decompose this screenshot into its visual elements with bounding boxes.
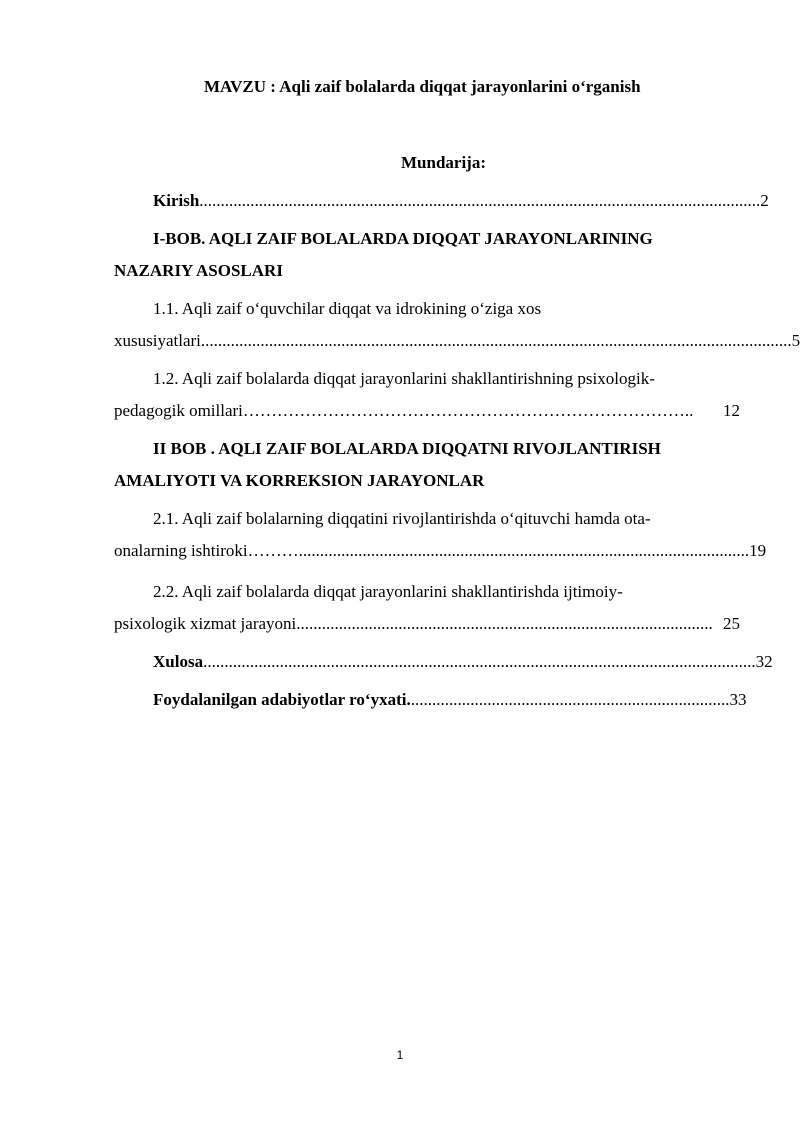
toc-chapter-1-line1: I-BOB. AQLI ZAIF BOLALARDA DIQQAT JARAYONLARINING [153, 229, 653, 248]
toc-page-number: 2 [760, 191, 769, 210]
toc-page-number: 5 [791, 331, 800, 350]
page-number: 1 [396, 1048, 404, 1062]
toc-entry-references [153, 690, 747, 710]
toc-entry-label: psixologik xizmat jarayoni [114, 614, 297, 633]
document-title: MAVZU : Aqli zaif bolalarda diqqat jarayonlarini o‘rganish [204, 77, 641, 96]
toc-entry-label: Xulosa [153, 652, 204, 671]
toc-entry-xulosa [153, 652, 773, 672]
toc-section-1-1-line2 [114, 331, 800, 351]
toc-page-number: 25 [723, 614, 740, 633]
toc-entry-label: xususiyatlari [114, 331, 201, 350]
toc-section-2-1-line2 [114, 541, 767, 561]
toc-entry-label: Foydalanilgan adabiyotlar ro‘yxati. [153, 690, 411, 709]
toc-leader-dots: .................................................................................................................................... [199, 191, 761, 210]
toc-entry-kirish [153, 191, 769, 211]
toc-entry-label: pedagogik omillari [114, 401, 243, 420]
toc-entry-label: onalarning ishtiroki [114, 541, 248, 560]
toc-chapter-2-line2: AMALIYOTI VA KORREKSION JARAYONLAR [114, 471, 485, 490]
toc-leader-dots: ……….......................................................................................................... [247, 541, 750, 560]
toc-leader-dots: ........................................................................... [410, 690, 730, 709]
toc-leader-dots: .................................................................................................................................. [203, 652, 756, 671]
toc-section-1-2-line2 [114, 401, 740, 421]
toc-section-2-2-line2 [114, 614, 740, 634]
toc-section-1-2-line1: 1.2. Aqli zaif bolalarda diqqat jarayonlarini shakllantirishning psixologik- [153, 369, 655, 388]
toc-page-number: 19 [749, 541, 767, 560]
toc-section-2-2-line1: 2.2. Aqli zaif bolalarda diqqat jarayonlarini shakllantirishda ijtimoiy- [153, 582, 623, 601]
toc-chapter-2-line1: II BOB . AQLI ZAIF BOLALARDA DIQQATNI RIVOJLANTIRISH [153, 439, 661, 458]
toc-page-number: 33 [729, 690, 747, 709]
toc-section-1-1-line1: 1.1. Aqli zaif o‘quvchilar diqqat va idrokining o‘ziga xos [153, 299, 542, 318]
toc-heading: Mundarija: [401, 153, 486, 172]
toc-leader-dots: …………………………………………………………………….. [242, 401, 694, 420]
toc-leader-dots: .................................................................................................. [296, 614, 713, 633]
toc-section-2-1-line1: 2.1. Aqli zaif bolalarning diqqatini rivojlantirishda o‘qituvchi hamda ota- [153, 509, 651, 528]
toc-leader-dots: ........................................................................................................................................... [200, 331, 792, 350]
toc-page-number: 32 [755, 652, 773, 671]
toc-chapter-1-line2: NAZARIY ASOSLARI [114, 261, 283, 280]
toc-page-number: 12 [723, 401, 740, 420]
toc-entry-label: Kirish [153, 191, 200, 210]
